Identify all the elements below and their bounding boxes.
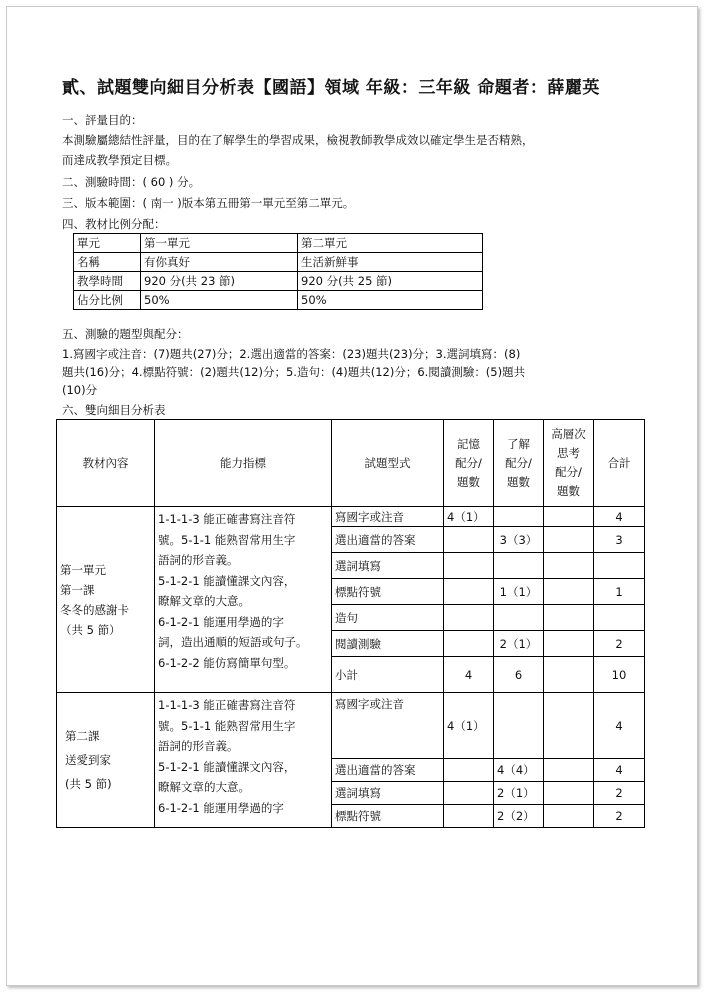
row-higher	[544, 553, 594, 579]
row-understanding: 3（3）	[494, 527, 544, 553]
row-memory	[444, 605, 494, 631]
row-type: 造句	[332, 605, 444, 631]
section-5-text-line-2: 題共(16)分；4.標點符號：(2)題共(12)分；5.造句：(4)題共(12)分；6.閱讀測驗：(5)題共	[62, 365, 526, 379]
header-memory-line: 配分/	[455, 455, 482, 470]
row-total	[594, 605, 645, 631]
lesson-1-line: 第一課	[60, 582, 95, 597]
header-understanding	[494, 420, 544, 507]
row-total: 2	[594, 782, 645, 805]
row-higher-subtotal	[544, 657, 594, 693]
header-total: 合計	[594, 420, 645, 507]
row-memory	[444, 805, 494, 828]
row-memory	[444, 553, 494, 579]
ratio-time-unit1: 920 分(共 23 節)	[141, 272, 298, 291]
row-memory	[444, 579, 494, 605]
row-higher	[544, 805, 594, 828]
row-type: 選詞填寫	[332, 782, 444, 805]
ability-line: 6-1-2-1 能運用學過的字	[158, 614, 284, 629]
ability-line: 語詞的形音義。	[158, 739, 239, 753]
ratio-header-name: 名稱	[74, 253, 141, 272]
ratio-header-unit: 單元	[74, 234, 141, 253]
ratio-unit1-name: 有你真好	[141, 253, 298, 272]
row-total: 1	[594, 579, 645, 605]
row-type: 寫國字或注音	[332, 507, 444, 527]
row-total	[594, 553, 645, 579]
row-type: 寫國字或注音	[332, 693, 444, 759]
lesson-2-line: (共 5 節)	[65, 777, 112, 791]
lesson-2-ability	[155, 693, 332, 828]
row-higher	[544, 507, 594, 527]
row-higher	[544, 527, 594, 553]
ability-line: 1-1-1-3 能正確書寫注音符	[158, 698, 296, 712]
section-3-scope: 三、版本範圍：( 南一 )版本第五冊第一單元至第二單元。	[62, 196, 355, 210]
row-understanding: 2（1）	[494, 782, 544, 805]
ability-line: 瞭解文章的大意。	[158, 594, 250, 608]
row-total: 2	[594, 631, 645, 657]
ability-line: 1-1-1-3 能正確書寫注音符	[158, 512, 296, 526]
ability-line: 6-1-2-1 能運用學過的字	[158, 800, 284, 815]
ability-line: 瞭解文章的大意。	[158, 780, 250, 794]
row-total: 4	[594, 693, 645, 759]
header-higher-line: 高層次	[551, 427, 586, 441]
row-memory: 4（1）	[444, 693, 494, 759]
row-understanding: 1（1）	[494, 579, 544, 605]
lesson-1-ability	[155, 507, 332, 693]
ratio-score-unit1: 50%	[141, 291, 298, 310]
row-type: 選出適當的答案	[332, 759, 444, 782]
header-memory-line: 題數	[457, 474, 480, 489]
lesson-2-line: 第二課	[65, 729, 100, 743]
section-5-text-line-3: (10)分	[62, 383, 98, 397]
row-understanding-subtotal: 6	[494, 657, 544, 693]
row-type-subtotal: 小計	[332, 657, 444, 693]
row-memory-subtotal: 4	[444, 657, 494, 693]
ratio-unit1-label: 第一單元	[141, 234, 298, 253]
ability-line: 5-1-2-1 能讀懂課文內容，	[158, 573, 296, 588]
section-1-text-line-1: 本測驗屬總結性評量，目的在了解學生的學習成果，檢視教師教學成效以確定學生是否精熟，	[62, 133, 534, 147]
section-4-heading: 四、教材比例分配：	[62, 217, 166, 231]
row-understanding: 2（2）	[494, 805, 544, 828]
row-memory	[444, 759, 494, 782]
row-type: 閱讀測驗	[332, 631, 444, 657]
lesson-1-line: 冬冬的感謝卡	[60, 602, 129, 617]
section-1-text-line-2: 而達成教學預定目標。	[62, 153, 177, 167]
row-higher	[544, 759, 594, 782]
two-way-analysis-table	[56, 419, 645, 828]
row-higher	[544, 605, 594, 631]
section-5-text-line-1: 1.寫國字或注音：(7)題共(27)分；2.選出適當的答案：(23)題共(23)分；3.選詞填寫：(8)	[62, 347, 521, 361]
row-total-subtotal: 10	[594, 657, 645, 693]
header-higher-order	[544, 420, 594, 507]
row-understanding	[494, 507, 544, 527]
ratio-time-label: 教學時間	[74, 272, 141, 291]
section-6-heading: 六、雙向細目分析表	[62, 403, 166, 417]
row-total: 4	[594, 507, 645, 527]
ratio-unit2-name: 生活新鮮事	[298, 253, 483, 272]
row-understanding: 2（1）	[494, 631, 544, 657]
section-2-test-time: 二、測驗時間：( 60 ) 分。	[62, 175, 201, 189]
page-title: 貳、試題雙向細目分析表【國語】領域 年級：三年級 命題者：薛麗英	[62, 78, 600, 98]
row-type: 標點符號	[332, 805, 444, 828]
row-total: 4	[594, 759, 645, 782]
ratio-time-unit2: 920 分(共 25 節)	[298, 272, 483, 291]
header-understanding-line: 配分/	[505, 455, 532, 470]
row-higher	[544, 579, 594, 605]
header-memory	[444, 420, 494, 507]
row-memory	[444, 631, 494, 657]
row-higher	[544, 631, 594, 657]
material-ratio-table	[73, 233, 483, 310]
row-type: 標點符號	[332, 579, 444, 605]
lesson-1-line: 第一單元	[60, 562, 106, 577]
ability-line: 號。5-1-1 能熟習常用生字	[158, 718, 296, 733]
header-memory-line: 記憶	[457, 436, 480, 451]
header-higher-line: 配分/	[555, 465, 582, 479]
section-5-heading: 五、測驗的題型與配分：	[62, 327, 189, 341]
row-higher	[544, 782, 594, 805]
row-type: 選出適當的答案	[332, 527, 444, 553]
lesson-2-content	[57, 693, 155, 828]
row-higher	[544, 693, 594, 759]
section-1-heading: 一、評量目的：	[62, 113, 143, 127]
header-ability: 能力指標	[155, 420, 332, 507]
row-understanding	[494, 553, 544, 579]
header-understanding-line: 題數	[507, 474, 530, 489]
row-memory	[444, 527, 494, 553]
header-understanding-line: 了解	[507, 436, 530, 451]
row-type: 選詞填寫	[332, 553, 444, 579]
row-memory: 4（1）	[444, 507, 494, 527]
ratio-unit2-label: 第二單元	[298, 234, 483, 253]
lesson-1-content	[57, 507, 155, 693]
header-content: 教材內容	[57, 420, 155, 507]
ability-line: 語詞的形音義。	[158, 553, 239, 567]
ability-line: 6-1-2-2 能仿寫簡單句型。	[158, 655, 296, 670]
lesson-1-line: （共 5 節）	[60, 622, 121, 637]
header-higher-line: 題數	[557, 484, 580, 498]
header-type: 試題型式	[332, 420, 444, 507]
lesson-2-line: 送愛到家	[65, 753, 111, 767]
ratio-score-unit2: 50%	[298, 291, 483, 310]
ability-line: 5-1-2-1 能讀懂課文內容，	[158, 759, 296, 774]
row-understanding: 4（4）	[494, 759, 544, 782]
row-understanding	[494, 693, 544, 759]
row-understanding	[494, 605, 544, 631]
ratio-score-label: 佔分比例	[74, 291, 141, 310]
row-total: 2	[594, 805, 645, 828]
row-memory	[444, 782, 494, 805]
row-total: 3	[594, 527, 645, 553]
ability-line: 號。5-1-1 能熟習常用生字	[158, 532, 296, 547]
ability-line: 詞，造出通順的短語或句子。	[158, 635, 308, 649]
header-higher-line: 思考	[557, 446, 580, 460]
